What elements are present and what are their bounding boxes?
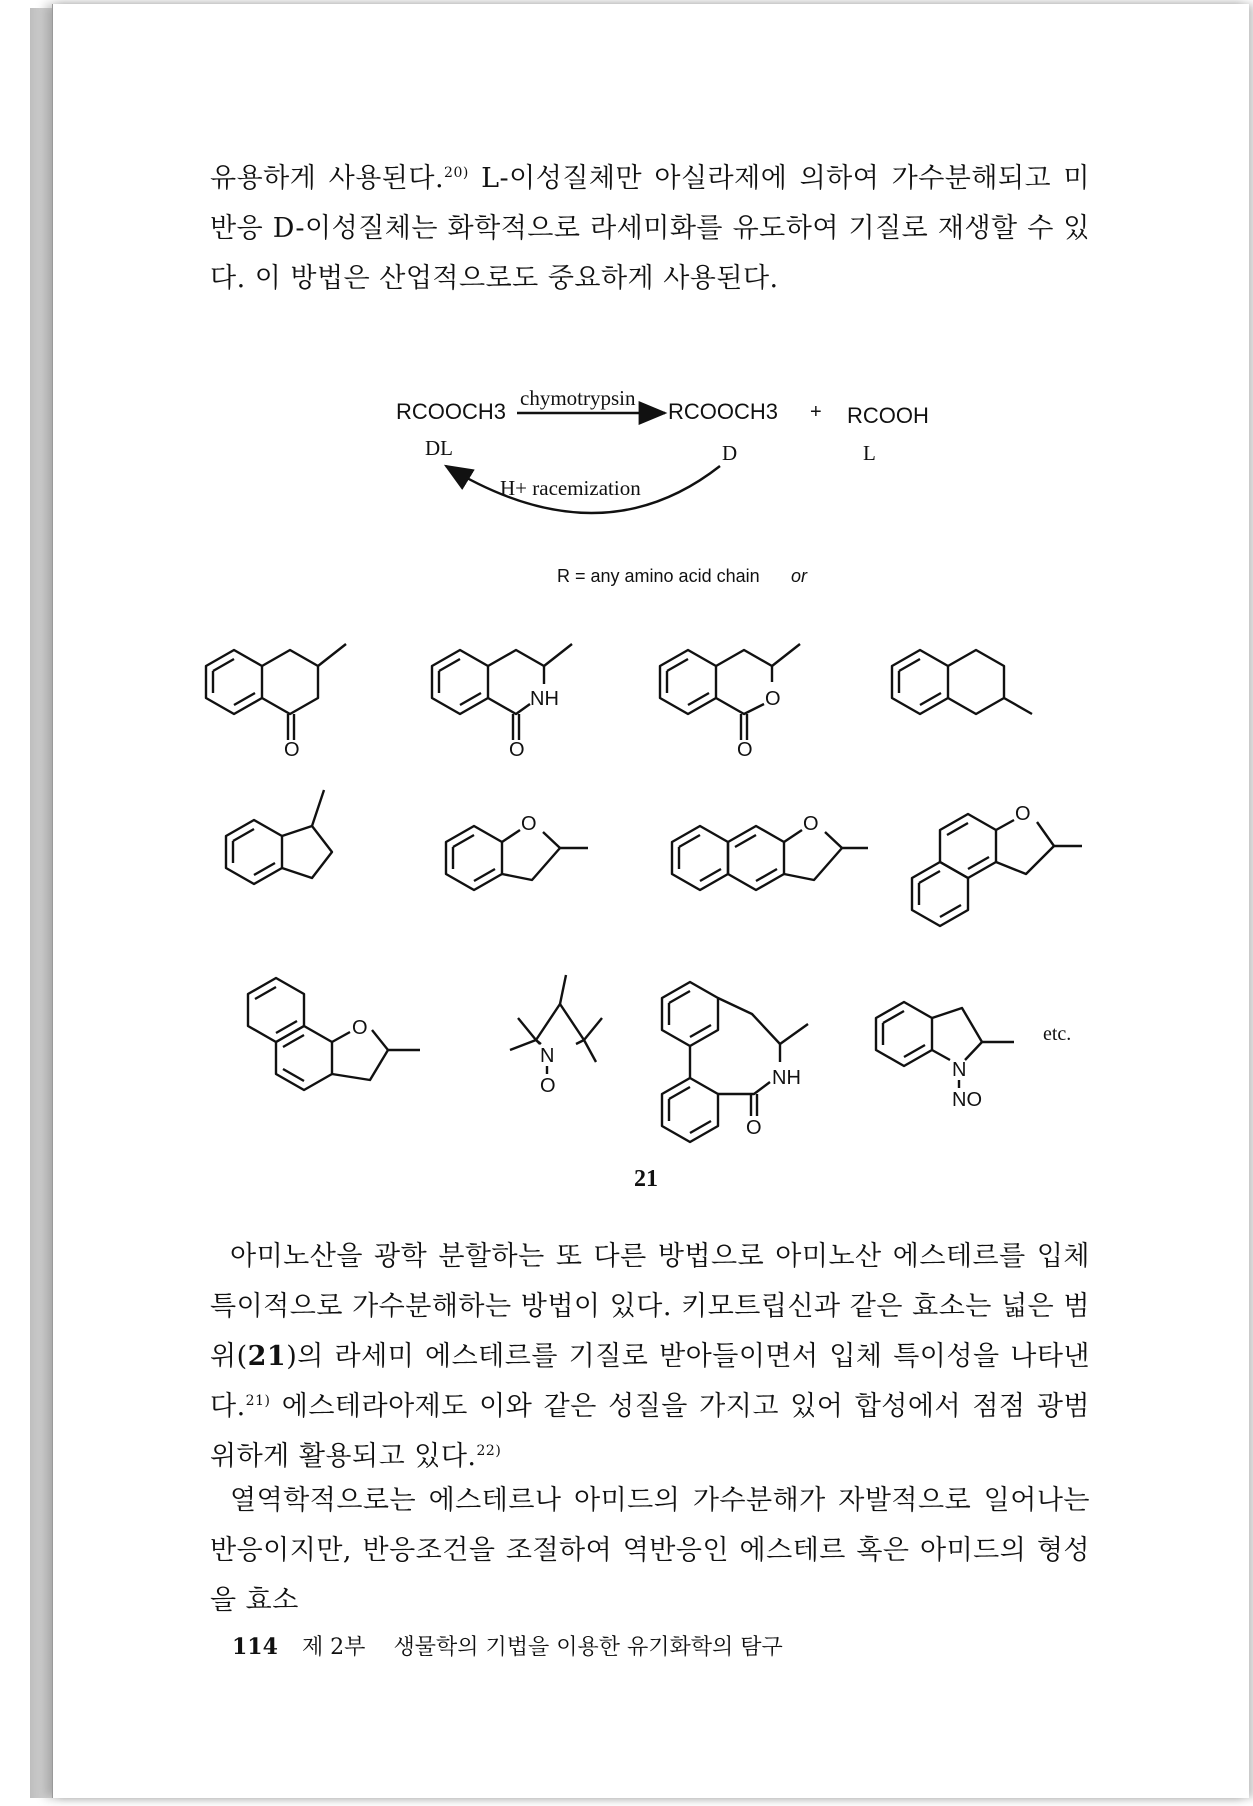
atom-o: O [521, 813, 537, 835]
structure-dibenzazocinone [662, 982, 808, 1142]
or-label: or [791, 566, 808, 586]
atom-o: O [803, 813, 819, 835]
d-label: D [722, 441, 738, 465]
structure-indane [226, 790, 332, 884]
structure-tetralone [206, 644, 346, 761]
paragraph-1-text-a: 유용하게 사용된다. [210, 163, 445, 194]
paragraph-2-text-c: 에스테라아제도 이와 같은 성질을 가지고 있어 합성에서 점점 광범위하게 활용되고 있다. [210, 1391, 1090, 1472]
atom-o: O [746, 1117, 762, 1139]
reference-21: 21) [245, 1393, 271, 1409]
atom-nh: NH [772, 1067, 801, 1089]
running-title: 생물학의 기법을 이용한 유기화학의 탐구 [393, 1635, 783, 1660]
part-label: 제 2부 [301, 1635, 366, 1660]
structure-naphthofuran-2 [248, 978, 420, 1090]
atom-o: O [284, 739, 300, 761]
paragraph-1-text-b: L-이성질체만 아실라제에 의하여 가수분해되고 미반응 D-이성질체는 화학적으로 라세미화를 유도하여 기질로 재생할 수 있다. 이 방법은 산업적으로도 중요하게 사용된다. [210, 163, 1091, 294]
reference-22: 22) [476, 1443, 502, 1459]
atom-no: NO [952, 1089, 982, 1111]
atom-n: N [540, 1045, 555, 1067]
atom-n: N [952, 1059, 967, 1081]
enzyme-label: chymotrypsin [520, 386, 636, 410]
structure-nitroxide [510, 975, 602, 1097]
compound-ref-21: 21 [247, 1341, 287, 1372]
structure-isoquinolinone [432, 644, 572, 761]
structure-naphthofuran-linear [672, 813, 868, 890]
paragraph-2-text-b: )의 라세미 에스테르를 기질로 받아들이면서 입체 특이성을 나타낸다. [210, 1341, 1090, 1422]
l-label: L [863, 441, 876, 465]
atom-o: O [509, 739, 525, 761]
reaction-equation [396, 386, 929, 586]
plus-sign: + [810, 401, 822, 423]
paragraph-3 [210, 1476, 1090, 1626]
atom-o: O [540, 1075, 556, 1097]
page-footer [232, 1630, 783, 1661]
structure-tetralin [892, 650, 1032, 714]
reference-20: 20) [444, 165, 469, 181]
page-number: 114 [232, 1634, 278, 1660]
r-definition: R = any amino acid chain [557, 566, 760, 586]
reactant-formula: RCOOCH3 [396, 399, 507, 424]
atom-o: O [352, 1017, 368, 1039]
structure-naphthofuran-angular [912, 803, 1082, 926]
atom-nh: NH [530, 688, 559, 710]
product-l-formula: RCOOH [847, 403, 929, 428]
paragraph-2-text-a: 아미노산을 광학 분할하는 또 다른 방법으로 아미노산 에스테르를 입체 특이적으로 가수분해하는 방법이 있다. 키모트립신과 같은 효소는 넓은 범위( [210, 1241, 1090, 1372]
structure-benzofuran [446, 813, 588, 890]
structure-nitroso-indoline [876, 1002, 1071, 1111]
paragraph-2 [210, 1232, 1090, 1482]
atom-o: O [765, 688, 781, 710]
dl-label: DL [425, 436, 453, 460]
structure-isochromanone [660, 644, 800, 761]
atom-o: O [737, 739, 753, 761]
compound-number: 21 [634, 1166, 658, 1192]
paragraph-3-text: 열역학적으로는 에스테르나 아미드의 가수분해가 자발적으로 일어나는 반응이지만, 반응조건을 조절하여 역반응인 에스테르 혹은 아미드의 형성을 효소 [210, 1485, 1090, 1616]
etc-label: etc. [1043, 1023, 1072, 1045]
racemization-label: H+ racemization [500, 476, 641, 500]
atom-o: O [1015, 803, 1031, 825]
product-d-formula: RCOOCH3 [668, 399, 779, 424]
